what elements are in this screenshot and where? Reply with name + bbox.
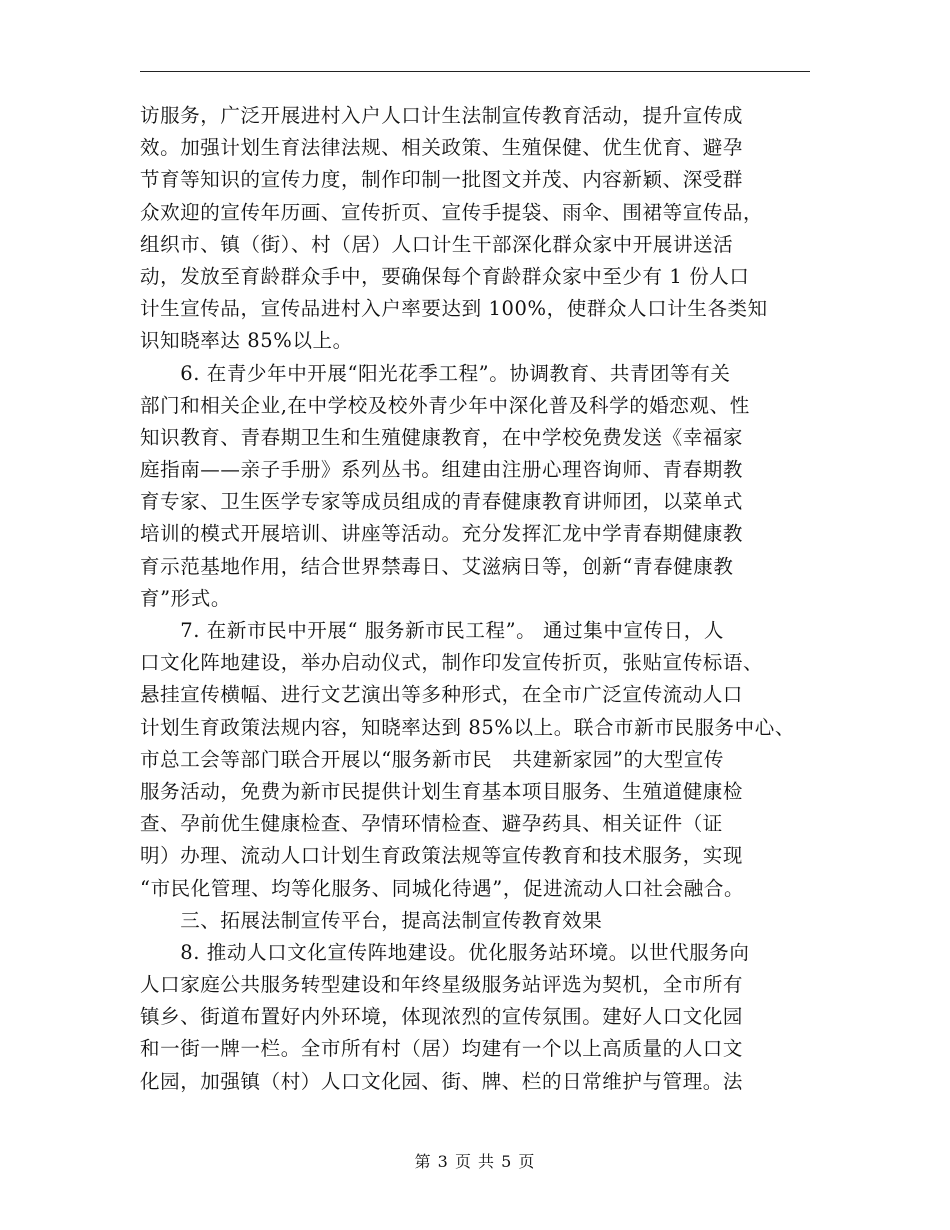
text-line: 组织市、镇（街）、村（居）人口计生干部深化群众家中开展讲送活 [140, 232, 734, 256]
text-line: 计生宣传品，宣传品进村入户率要达到 100%，使群众人口计生各类知 [140, 297, 768, 321]
text-line: 识知晓率达 85%以上。 [140, 329, 353, 353]
text-line: 人口家庭公共服务转型建设和年终星级服务站评选为契机，全市所有 [140, 973, 744, 997]
text-line: 庭指南——亲子手册》系列丛书。组建由注册心理咨询师、青春期教 [140, 458, 744, 482]
text-line: 动，发放至育龄群众手中，要确保每个育龄群众家中至少有 1 份人口 [140, 264, 750, 288]
text-line: 8. 推动人口文化宣传阵地建设。优化服务站环境。以世代服务向 [140, 940, 750, 964]
text-line: 育专家、卫生医学专家等成员组成的青春健康教育讲师团，以菜单式 [140, 490, 744, 514]
text-line: 访服务，广泛开展进村入户人口计生法制宣传教育活动，提升宣传成 [140, 104, 744, 127]
text-line: 三、拓展法制宣传平台，提高法制宣传教育效果 [140, 908, 603, 932]
text-line: 育示范基地作用，结合世界禁毒日、艾滋病日等，创新“青春健康教 [140, 554, 734, 578]
text-line: 知识教育、青春期卫生和生殖健康教育，在中学校免费发送《幸福家 [140, 425, 744, 449]
text-line: 口文化阵地建设，举办启动仪式，制作印发宣传折页，张贴宣传标语、 [140, 651, 764, 675]
text-line: 节育等知识的宣传力度，制作印制一批图文并茂、内容新颖、深受群 [140, 168, 744, 192]
text-line: 镇乡、街道布置好内外环境，体现浓烈的宣传氛围。建好人口文化园 [140, 1005, 744, 1029]
text-line: 明）办理、流动人口计划生育政策法规等宣传教育和技术服务，实现 [140, 844, 744, 868]
text-line: 7. 在新市民中开展“ 服务新市民工程”。 通过集中宣传日，人 [140, 619, 724, 642]
document-body [140, 100, 820, 1098]
text-line: 服务活动，免费为新市民提供计划生育基本项目服务、生殖道健康检 [140, 779, 744, 803]
text-line: 部门和相关企业,在中学校及校外青少年中深化普及科学的婚恋观、性 [140, 393, 750, 417]
header-rule [140, 71, 810, 72]
text-line: 培训的模式开展培训、讲座等活动。充分发挥汇龙中学青春期健康教 [140, 522, 744, 546]
text-line: 效。加强计划生育法律法规、相关政策、生殖保健、优生优育、避孕 [140, 136, 744, 160]
text-line: 众欢迎的宣传年历画、宣传折页、宣传手提袋、雨伞、围裙等宣传品， [140, 200, 764, 224]
text-line: 计划生育政策法规内容，知晓率达到 85%以上。联合市新市民服务中心、 [140, 715, 795, 739]
text-line: 悬挂宣传横幅、进行文艺演出等多种形式，在全市广泛宣传流动人口 [140, 683, 744, 707]
text-line: 查、孕前优生健康检查、孕情环情检查、避孕药具、相关证件（证 [140, 812, 723, 836]
text-line: 市总工会等部门联合开展以“服务新市民 共建新家园”的大型宣传 [140, 747, 724, 771]
text-line: 化园，加强镇（村）人口文化园、街、牌、栏的日常维护与管理。法 [140, 1069, 744, 1093]
text-line: 和一街一牌一栏。全市所有村（居）均建有一个以上高质量的人口文 [140, 1037, 744, 1061]
text-line: 育”形式。 [140, 586, 231, 610]
page-footer: 第 3 页 共 5 页 [414, 1152, 536, 1171]
text-line: 6. 在青少年中开展“阳光花季工程”。协调教育、共青团等有关 [140, 361, 731, 385]
text-line: “市民化管理、均等化服务、同城化待遇”，促进流动人口社会融合。 [140, 876, 745, 900]
